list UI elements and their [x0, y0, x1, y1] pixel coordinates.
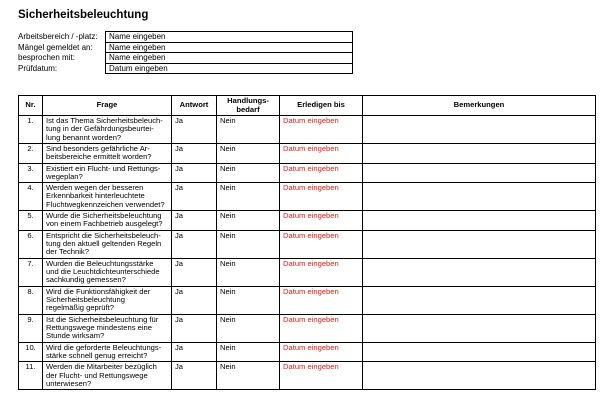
- checklist-table: [18, 95, 596, 390]
- due-date-field[interactable]: Datum eingeben: [280, 211, 363, 231]
- due-date-field[interactable]: Datum eingeben: [280, 342, 363, 362]
- row-number: 11.: [19, 362, 43, 390]
- question-text: Ist die Sicherheitsbeleuchtung für Rettungswege mindestens eine Stunde wirksam?: [43, 314, 172, 342]
- question-text: Sind besonders gefährliche Ar- beitsbereiche ermittelt worden?: [43, 144, 172, 164]
- due-date-field[interactable]: Datum eingeben: [280, 163, 363, 183]
- answer-field[interactable]: Ja: [172, 183, 217, 211]
- meta-label: Prüfdatum:: [18, 63, 58, 73]
- row-number: 6.: [19, 230, 43, 258]
- remarks-field[interactable]: [363, 211, 596, 231]
- table-row: [19, 286, 596, 314]
- question-text: Werden die Mitarbeiter bezüglich der Flucht- und Rettungswege unterwiesen?: [43, 362, 172, 390]
- header-row: [19, 96, 596, 116]
- due-date-field[interactable]: Datum eingeben: [280, 314, 363, 342]
- header-antwort: Antwort: [172, 96, 217, 116]
- answer-field[interactable]: Ja: [172, 116, 217, 144]
- question-text: Werden wegen der besseren Erkennbarkeit hinterleuchtete Fluchtwegkennzeichen verwendet?: [43, 183, 172, 211]
- remarks-field[interactable]: [363, 342, 596, 362]
- question-text: Wurden die Beleuchtungsstärke und die Leuchtdichteunterschiede sachkundig gemessen?: [43, 258, 172, 286]
- question-text: Wird die Funktionsfähigkeit der Sicherheitsbeleuchtung regelmäßig geprüft?: [43, 286, 172, 314]
- table-row: [19, 144, 596, 164]
- due-date-field[interactable]: Datum eingeben: [280, 144, 363, 164]
- answer-field[interactable]: Ja: [172, 144, 217, 164]
- meta-row: [18, 53, 353, 64]
- header-frage: Frage: [43, 96, 172, 116]
- answer-field[interactable]: Ja: [172, 211, 217, 231]
- meta-row: [18, 42, 353, 53]
- question-text: Wird die geforderte Beleuchtungs- stärke schnell genug erreicht?: [43, 342, 172, 362]
- meta-label: Arbeitsbereich / -platz:: [18, 32, 98, 41]
- remarks-field[interactable]: [363, 362, 596, 390]
- remarks-field[interactable]: [363, 258, 596, 286]
- meta-value-field[interactable]: Name eingeben: [106, 53, 353, 64]
- due-date-field[interactable]: Datum eingeben: [280, 116, 363, 144]
- action-needed-field[interactable]: Nein: [217, 342, 280, 362]
- answer-field[interactable]: Ja: [172, 342, 217, 362]
- question-text: Wurde die Sicherheitsbeleuchtung von einem Fachbetrieb ausgelegt?: [43, 211, 172, 231]
- action-needed-field[interactable]: Nein: [217, 163, 280, 183]
- action-needed-field[interactable]: Nein: [217, 314, 280, 342]
- remarks-field[interactable]: [363, 116, 596, 144]
- remarks-field[interactable]: [363, 286, 596, 314]
- meta-row: [18, 63, 353, 74]
- row-number: 8.: [19, 286, 43, 314]
- meta-row: [18, 32, 353, 43]
- answer-field[interactable]: Ja: [172, 314, 217, 342]
- row-number: 10.: [19, 342, 43, 362]
- header-erledigen-bis: Erledigen bis: [280, 96, 363, 116]
- meta-value-field[interactable]: Name eingeben: [106, 32, 353, 43]
- row-number: 9.: [19, 314, 43, 342]
- due-date-field[interactable]: Datum eingeben: [280, 183, 363, 211]
- meta-value-field[interactable]: Datum eingeben: [106, 63, 353, 74]
- meta-info-table: [18, 31, 353, 74]
- table-row: [19, 116, 596, 144]
- meta-label: besprochen mit:: [18, 53, 75, 62]
- row-number: 7.: [19, 258, 43, 286]
- row-number: 3.: [19, 163, 43, 183]
- table-row: [19, 183, 596, 211]
- action-needed-field[interactable]: Nein: [217, 362, 280, 390]
- meta-value-field[interactable]: Name eingeben: [106, 42, 353, 53]
- row-number: 4.: [19, 183, 43, 211]
- due-date-field[interactable]: Datum eingeben: [280, 230, 363, 258]
- meta-label: Mängel gemeldet an:: [18, 42, 93, 52]
- answer-field[interactable]: Ja: [172, 230, 217, 258]
- answer-field[interactable]: Ja: [172, 163, 217, 183]
- action-needed-field[interactable]: Nein: [217, 286, 280, 314]
- due-date-field[interactable]: Datum eingeben: [280, 258, 363, 286]
- table-row: [19, 230, 596, 258]
- row-number: 5.: [19, 211, 43, 231]
- page-title: Sicherheitsbeleuchtung: [18, 9, 149, 21]
- table-row: [19, 211, 596, 231]
- remarks-field[interactable]: [363, 314, 596, 342]
- table-row: [19, 342, 596, 362]
- answer-field[interactable]: Ja: [172, 286, 217, 314]
- due-date-field[interactable]: Datum eingeben: [280, 286, 363, 314]
- action-needed-field[interactable]: Nein: [217, 183, 280, 211]
- remarks-field[interactable]: [363, 183, 596, 211]
- table-row: [19, 362, 596, 390]
- header-handlungsbedarf: Handlungs- bedarf: [217, 96, 280, 116]
- action-needed-field[interactable]: Nein: [217, 258, 280, 286]
- table-row: [19, 258, 596, 286]
- header-bemerkungen: Bemerkungen: [363, 96, 596, 116]
- header-nr: Nr.: [19, 96, 43, 116]
- remarks-field[interactable]: [363, 144, 596, 164]
- question-text: Ist das Thema Sicherheitsbeleuch- tung in der Gefährdungsbeurtei- lung benannt worden?: [43, 116, 172, 144]
- table-row: [19, 163, 596, 183]
- action-needed-field[interactable]: Nein: [217, 116, 280, 144]
- remarks-field[interactable]: [363, 163, 596, 183]
- row-number: 2.: [19, 144, 43, 164]
- remarks-field[interactable]: [363, 230, 596, 258]
- answer-field[interactable]: Ja: [172, 362, 217, 390]
- action-needed-field[interactable]: Nein: [217, 211, 280, 231]
- action-needed-field[interactable]: Nein: [217, 144, 280, 164]
- due-date-field[interactable]: Datum eingeben: [280, 362, 363, 390]
- question-text: Entspricht die Sicherheitsbeleuch- tung den aktuell geltenden Regeln der Technik?: [43, 230, 172, 258]
- table-row: [19, 314, 596, 342]
- row-number: 1.: [19, 116, 43, 144]
- answer-field[interactable]: Ja: [172, 258, 217, 286]
- question-text: Existiert ein Flucht- und Rettungs- wegeplan?: [43, 163, 172, 183]
- action-needed-field[interactable]: Nein: [217, 230, 280, 258]
